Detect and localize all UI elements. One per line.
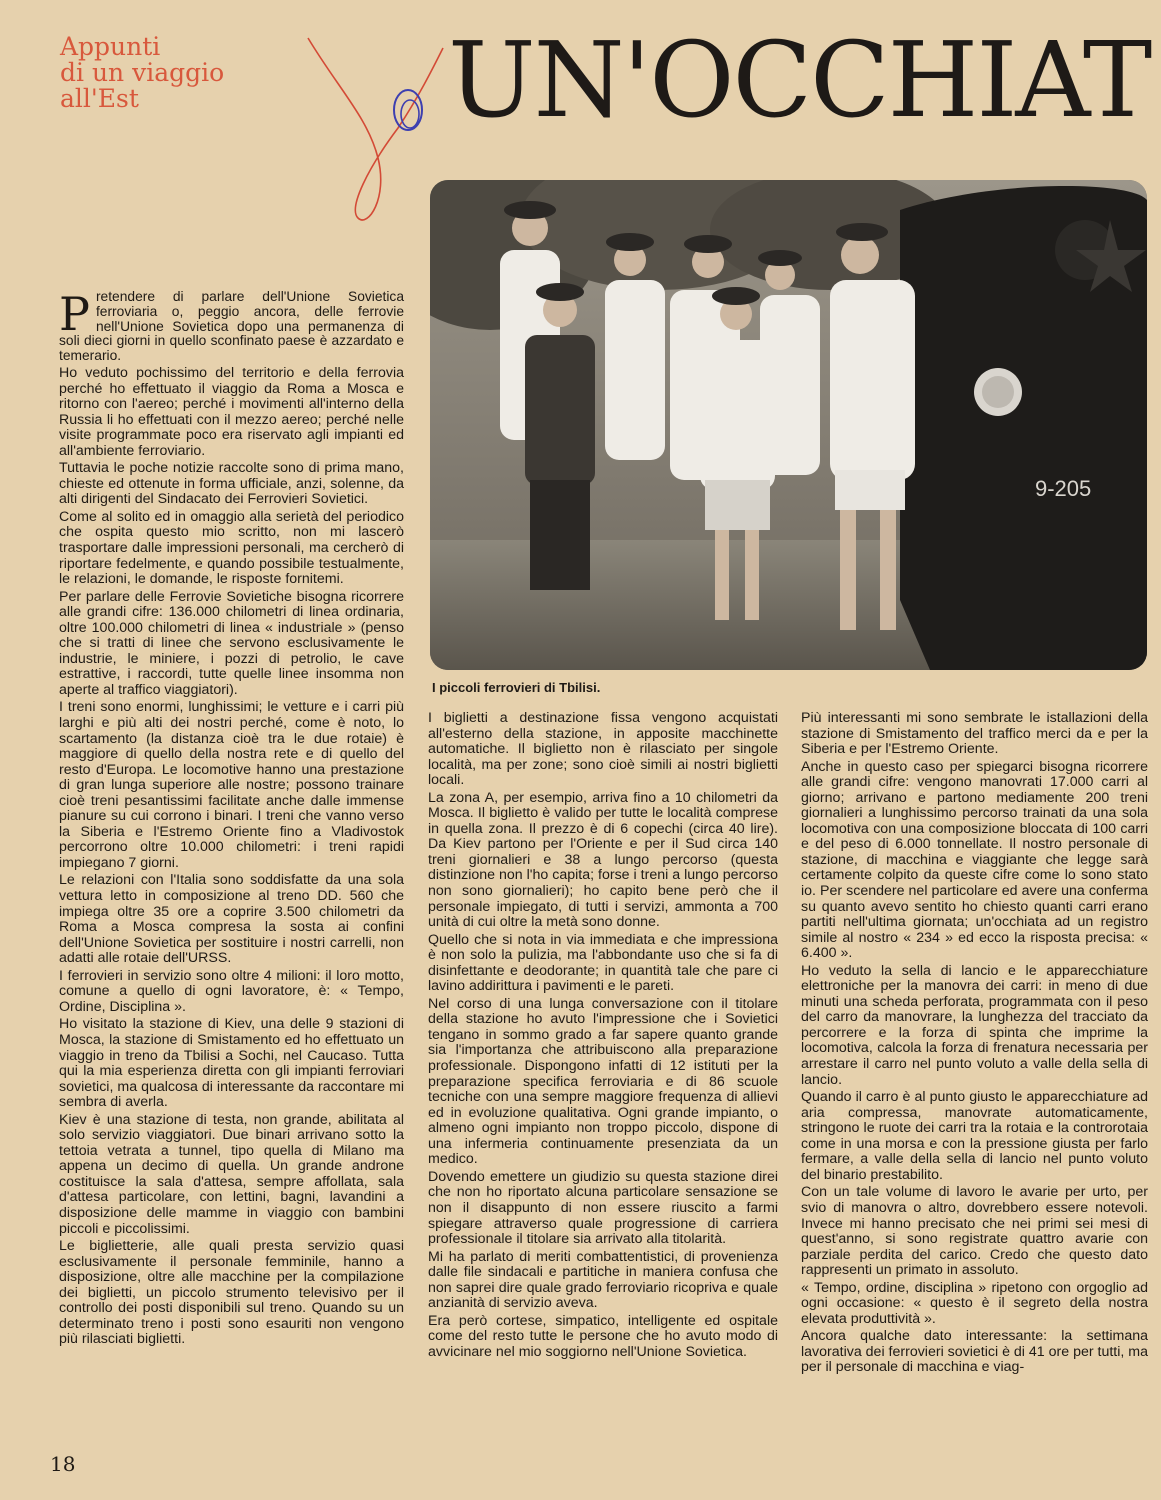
paragraph: I treni sono enormi, lunghissimi; le vetture e i carri più larghi e più alti dei nostri perché, come è noto, lo scartamento (la distanza cioè tra le due rotaie) è maggiore di quello della nostra rete e di quello del resto d'Europa. Le locomotive hanno una prestazione di gran lunga superiore alle nostre; possono trainare cioè treni pesantissimi facilitate anche dalle immense pianure su cui corrono i binari. I treni che vanno verso la Siberia e l'Estremo Oriente fino a Vladivostok percorrono oltre 10.000 chilometri: i treni rapidi impiegano 7 giorni.: [59, 699, 404, 871]
paragraph: [59, 287, 404, 364]
paragraph: Dovendo emettere un giudizio su questa stazione direi che non ho riportato alcuna particolare sensazione se non il disappunto di non essere riuscito a farmi spiegare attraverso quale progressione di carriera professionale il titolare sia arrivato alla titolarità.: [428, 1168, 778, 1248]
article-column-3: [801, 711, 1148, 1378]
page-number: 18: [50, 1452, 76, 1476]
kicker-line: all'Est: [60, 84, 139, 113]
drop-cap: P: [59, 287, 90, 341]
photo-caption: I piccoli ferrovieri di Tbilisi.: [432, 680, 601, 695]
paragraph: Le biglietterie, alle quali presta servizio quasi esclusivamente il personale femminile, hanno a disposizione, oltre alle macchine per la compilazione dei biglietti, un piccolo strumento televisivo per il controllo dei posti disponibili sul treno. Quando su un determinato treno i posti sono esauriti non vengono più rilasciati biglietti.: [59, 1238, 404, 1348]
paragraph: Come al solito ed in omaggio alla serietà del periodico che ospita questo mio scritto, non mi lascerò trasportare dalle impressioni personali, ma cercherò di riportare fedelmente, e quando possibile testualmente, le relazioni, le domande, le risposte fornitemi.: [59, 508, 404, 588]
paragraph: Kiev è una stazione di testa, non grande, abilitata al solo servizio viaggiatori. Due binari arrivano sotto la tettoia vetrata a tunnel, tipo quella di Milano ma appena un decimo di quella. Un grande androne costituisce la sala d'attesa, sempre affollata, sala d'attesa particolare, con lettini, bagni, lavandini a disposizione delle mamme in viaggio con bambini piccoli e piccolissimi.: [59, 1111, 404, 1237]
paragraph: Tuttavia le poche notizie raccolte sono di prima mano, chieste ed ottenute in forma ufficiale, anzi, solenne, da alti dirigenti del Sindacato dei Ferrovieri Sovietici.: [59, 460, 404, 508]
paragraph: Anche in questo caso per spiegarci bisogna ricorrere alle grandi cifre: vengono manovrati 17.000 carri al giorno; arrivano e partono mediamente 200 treni giornalieri a lunghissimo percorso trainati da una sola locomotiva con una composizione bloccata di 100 carri e del peso di 6.000 tonnellate. Il nostro personale di stazione, di macchina e viaggiante che legge sarà certamente colpito da queste cifre come lo sono stato io. Per scendere nel particolare ed avere una conferma su quanto avevo sentito ho chiesto quanti carri erano partiti nell'ultima giornata; un'occhiata ad un registro simile al nostro « 234 » ed ecco la risposta precisa: « 6.400 ».: [801, 758, 1148, 962]
paragraph: Ho veduto pochissimo del territorio e della ferrovia perché ho effettuato il viaggio da Roma a Mosca e ritorno con l'aereo; perché i movimenti all'interno della Russia li ho effettuati con il mezzo aereo; perché nelle visite programmate poco era riservato agli impianti ed all'ambiente ferroviario.: [59, 364, 404, 459]
paragraph: Con un tale volume di lavoro le avarie per urto, per svio di manovra o altro, dovrebbero essere notevoli. Invece mi hanno precisato che nei primi sei mesi di quest'anno, si sono registrate quattro avarie con parziale perdita del carico. Credo che questo dato rappresenti un primato in assoluto.: [801, 1184, 1148, 1279]
paragraph: Ancora qualche dato interessante: la settimana lavorativa dei ferrovieri sovietici è di 41 ore per tutti, ma per il personale di macchina e viag-: [801, 1328, 1148, 1376]
paragraph: Le relazioni con l'Italia sono soddisfatte da una sola vettura letto in composizione al treno DD. 560 che impiega oltre 35 ore a coprire 3.500 chilometri da Roma a Mosca compresa la sosta ai confini dell'Unione Sovietica per sostituire i nostri carrelli, non adatti alle rotaie dell'URSS.: [59, 872, 404, 967]
handwritten-marks-icon: [298, 28, 448, 238]
kicker-line: di un viaggio: [60, 58, 225, 87]
article-column-1: [59, 287, 404, 1350]
paragraph: Ho veduto la sella di lancio e le apparecchiature elettroniche per la manovra dei carri: in meno di due minuti una scheda perforata, programmata con il peso del carro da manovrare, la lunghezza del tracciato da percorrere e la forza di spinta che imprime la locomotiva, calcola la forza di frenatura necessaria per arrestare il carro nel punto voluto a valle della sella di lancio.: [801, 962, 1148, 1088]
paragraph: I biglietti a destinazione fissa vengono acquistati all'esterno della stazione, in apposite macchinette automatiche. Il biglietto non è rilasciato per singole località, ma per zone; sono cioè simili ai nostri biglietti locali.: [428, 710, 778, 789]
paragraph: Quello che si nota in via immediata e che impressiona è non solo la pulizia, ma l'abbondante uso che si fa di disinfettante e deodorante; in quantità tale che pare ci lavino addirittura i pavimenti e le pareti.: [428, 931, 778, 995]
paragraph: I ferrovieri in servizio sono oltre 4 milioni: il loro motto, comune a quello di ogni lavoratore, è: « Tempo, Ordine, Disciplina ».: [59, 967, 404, 1015]
article-column-2: [428, 711, 778, 1362]
photo-railway-children: [430, 180, 1147, 670]
locomotive-number: 9-205: [1035, 476, 1092, 501]
kicker-line: Appunti: [60, 32, 161, 61]
article-title: UN'OCCHIAT: [448, 19, 1151, 141]
paragraph: Per parlare delle Ferrovie Sovietiche bisogna ricorrere alle grandi cifre: 136.000 chilometri di linea ordinaria, oltre 100.000 chilometri di linea « industriale » (penso che si tratti di linee che servono esclusivamente le industrie, le miniere, i pozzi di petrolio, le cave estrattive, i raccordi, tutte quelle linee insomma non aperte al traffico viaggiatori).: [59, 588, 404, 698]
photo-illustration: [430, 180, 1147, 670]
paragraph: « Tempo, ordine, disciplina » ripetono con orgoglio ad ogni occasione: « questo è il segreto della nostra elevata produttività ».: [801, 1279, 1148, 1327]
paragraph: La zona A, per esempio, arriva fino a 10 chilometri da Mosca. Il biglietto è valido per tutte le località comprese in quella zona. Il prezzo è di 6 copechi (circa 40 lire). Da Kiev partono per l'Oriente e per il Sud circa 140 treni giornalieri e 38 a lungo percorso (questa distinzione non l'ho capita; forse i treni a lungo percorso non sono giornalieri); ho capito bene però che il personale impiegato, di tutti i servizi, ammonta a 700 unità di cui oltre la metà sono donne.: [428, 789, 778, 931]
paragraph-text: retendere di parlare dell'Unione Sovietica ferroviaria o, peggio ancora, delle ferrovie nell'Unione Sovietica dopo una permanenza di soli dieci giorni in quello sconfinato paese è azzardato e temerario.: [59, 289, 404, 364]
paragraph: Ho visitato la stazione di Kiev, una delle 9 stazioni di Mosca, la stazione di Smistamento ed ho effettuato un viaggio in treno da Tbilisi a Sochi, nel Caucaso. Tutta qui la mia esperienza diretta con gli impianti ferroviari sovietici, ma qualcosa di interessante da raccontare mi sembra di averla.: [59, 1016, 404, 1111]
paragraph: Nel corso di una lunga conversazione con il titolare della stazione ho avuto l'impressione che i Sovietici tengano in sommo grado a far sapere quanto grande sia l'importanza che attribuiscono alla preparazione professionale. Dispongono infatti di 12 istituti per la preparazione specifica ferroviaria e di 86 scuole tecniche con una sempre maggiore frequenza di allievi ed in evoluzione qualitativa. Ogni grande impianto, o almeno ogni impianto non troppo piccolo, dispone di una infermeria continuamente presenziata da un medico.: [428, 995, 778, 1168]
paragraph: Era però cortese, simpatico, intelligente ed ospitale come del resto tutte le persone che ho avuto modo di avvicinare nel mio soggiorno nell'Unione Sovietica.: [428, 1312, 778, 1360]
paragraph: Mi ha parlato di meriti combattentistici, di provenienza dalle file sindacali e partitiche in maniera confusa che non saprei dire quale grado ferroviario ricopriva e quale anzianità di servizio aveva.: [428, 1248, 778, 1312]
paragraph: Più interessanti mi sono sembrate le istallazioni della stazione di Smistamento del traffico merci da e per la Siberia e per l'Estremo Oriente.: [801, 710, 1148, 758]
section-kicker: [60, 34, 300, 112]
paragraph: Quando il carro è al punto giusto le apparecchiature ad aria compressa, manovrate automaticamente, stringono le ruote dei carri tra la rotaia e la controrotaia come in una morsa e con la pressione giusta per farlo fermare, a valle della sella di lancio nel punto voluto del binario prestabilito.: [801, 1089, 1148, 1183]
